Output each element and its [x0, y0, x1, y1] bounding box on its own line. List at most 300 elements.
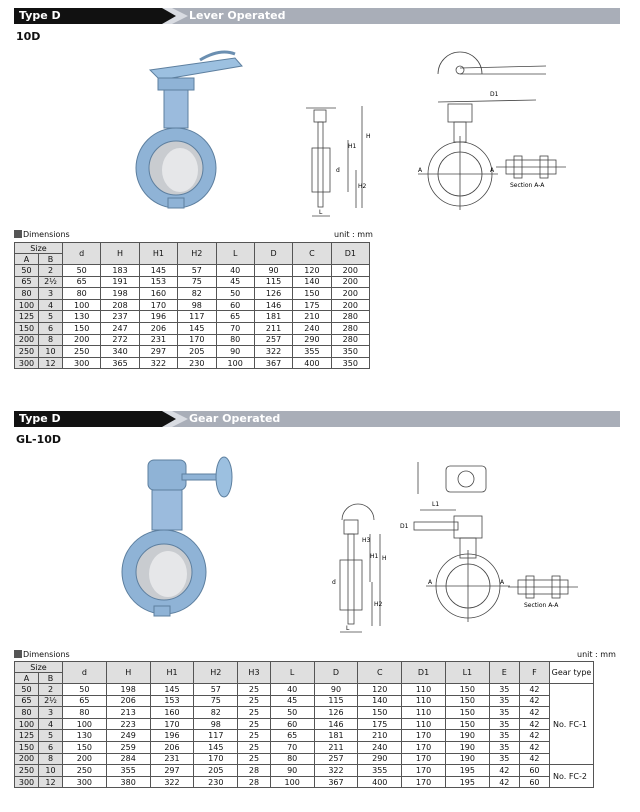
table-cell: 170 [402, 730, 446, 742]
table-cell: 300 [15, 357, 39, 369]
operation-label: Gear Operated [189, 412, 281, 425]
table-cell: 42 [519, 695, 549, 707]
column-header: D [314, 662, 358, 684]
dim-label-d1: D1 [490, 91, 499, 98]
table-cell: 50 [216, 288, 254, 300]
section-caption: Section A-A [510, 182, 545, 189]
table-cell: 196 [150, 730, 194, 742]
table-cell: 150 [15, 741, 39, 753]
table-row [15, 707, 594, 719]
model-name: GL-10D [16, 433, 62, 446]
table-cell: 42 [519, 730, 549, 742]
lever-valve-photo [130, 48, 250, 208]
dim-label-a-right: A [490, 167, 495, 174]
table-cell: 42 [519, 707, 549, 719]
table-cell: 367 [314, 776, 358, 788]
table-cell: 10 [39, 765, 63, 777]
table-cell: 100 [270, 776, 314, 788]
gear-front-drawing [400, 462, 510, 638]
size-header: Size [15, 243, 63, 254]
header-row [15, 243, 370, 254]
table-cell: 230 [178, 357, 216, 369]
table-cell: 35 [489, 730, 519, 742]
dim-label-h2: H2 [358, 183, 367, 190]
column-header: D1 [402, 662, 446, 684]
dim-label-a-right: A [500, 579, 505, 586]
table-cell: 290 [358, 753, 402, 765]
table-cell: 249 [106, 730, 150, 742]
table-cell: 35 [489, 707, 519, 719]
table-cell: 297 [150, 765, 194, 777]
table-cell: 206 [139, 322, 177, 334]
table-cell: 12 [39, 776, 63, 788]
table-cell: 196 [139, 311, 177, 323]
table-cell: 60 [519, 776, 549, 788]
unit-label: unit : mm [577, 650, 616, 659]
table-cell: 98 [194, 718, 238, 730]
table-cell: 195 [445, 765, 489, 777]
table-cell: 300 [63, 776, 107, 788]
table-cell: 355 [293, 346, 331, 358]
table-cell: 35 [489, 741, 519, 753]
table-cell: 257 [254, 334, 292, 346]
table-cell: 210 [358, 730, 402, 742]
table-cell: 181 [314, 730, 358, 742]
table-cell: 198 [106, 684, 150, 696]
table-cell: 200 [331, 288, 369, 300]
table-cell: 80 [216, 334, 254, 346]
table-cell: 195 [445, 776, 489, 788]
table-cell: 80 [15, 707, 39, 719]
table-cell: 12 [39, 357, 63, 369]
table-cell: 60 [519, 765, 549, 777]
dim-label-h: H [366, 133, 371, 140]
table-cell: 190 [445, 730, 489, 742]
table-row [15, 311, 370, 323]
table-cell: 35 [489, 695, 519, 707]
column-header: D1 [331, 243, 369, 265]
table-row [15, 334, 370, 346]
table-cell: 126 [314, 707, 358, 719]
table-cell: 145 [194, 741, 238, 753]
table-cell: 45 [216, 276, 254, 288]
dim-label-l: L [319, 209, 323, 216]
table-cell: 35 [489, 684, 519, 696]
table-row [15, 265, 370, 277]
column-header: H [101, 243, 139, 265]
gear-side-drawing [322, 498, 392, 638]
table-cell: 8 [39, 334, 63, 346]
table-cell: 115 [314, 695, 358, 707]
table-cell: 125 [15, 730, 39, 742]
section-header-gear [14, 411, 620, 427]
table-cell: 42 [519, 718, 549, 730]
table-cell: 153 [139, 276, 177, 288]
table-cell: 40 [270, 684, 314, 696]
table-cell: 322 [254, 346, 292, 358]
table-cell: 367 [254, 357, 292, 369]
table-cell: 223 [106, 718, 150, 730]
table-cell: 2½ [39, 276, 63, 288]
dim-label-d: d [332, 579, 336, 586]
table-cell: 150 [15, 322, 39, 334]
section-header-lever [14, 8, 620, 24]
gear-type-cell: No. FC-2 [550, 765, 594, 788]
table-cell: 65 [270, 730, 314, 742]
table-cell: 90 [314, 684, 358, 696]
table-cell: 65 [216, 311, 254, 323]
table-cell: 100 [15, 718, 39, 730]
table-cell: 65 [63, 276, 101, 288]
table-cell: 110 [402, 695, 446, 707]
table-cell: 120 [293, 265, 331, 277]
table-cell: 250 [63, 346, 101, 358]
table-cell: 70 [270, 741, 314, 753]
table-cell: 57 [178, 265, 216, 277]
dim-label-l1: L1 [432, 501, 440, 508]
table-cell: 110 [402, 718, 446, 730]
table-cell: 205 [194, 765, 238, 777]
table-cell: 355 [358, 765, 402, 777]
table-cell: 250 [15, 346, 39, 358]
table-cell: 160 [139, 288, 177, 300]
table-cell: 150 [445, 718, 489, 730]
square-icon [14, 650, 22, 658]
table-cell: 272 [101, 334, 139, 346]
lever-side-drawing [302, 100, 382, 220]
table-cell: 170 [402, 765, 446, 777]
table-cell: 35 [489, 753, 519, 765]
table-row [15, 346, 370, 358]
table-cell: 65 [15, 695, 39, 707]
table-cell: 280 [331, 311, 369, 323]
table-cell: 110 [402, 684, 446, 696]
table-cell: 117 [194, 730, 238, 742]
table-cell: 230 [194, 776, 238, 788]
table-cell: 145 [139, 265, 177, 277]
column-header: A [15, 254, 39, 265]
table-row [15, 299, 370, 311]
column-header: C [293, 243, 331, 265]
dim-label-a-left: A [428, 579, 433, 586]
table-cell: 213 [106, 707, 150, 719]
table-cell: 35 [489, 718, 519, 730]
table-cell: 150 [63, 741, 107, 753]
arrow-icon [132, 8, 192, 24]
table-cell: 170 [402, 776, 446, 788]
table-row [15, 718, 594, 730]
column-header: H1 [139, 243, 177, 265]
table-cell: 247 [101, 322, 139, 334]
table-cell: 175 [293, 299, 331, 311]
table-cell: 90 [254, 265, 292, 277]
type-label: Type D [14, 411, 134, 427]
operation-label: Lever Operated [189, 9, 286, 22]
table-row [15, 765, 594, 777]
table-cell: 206 [106, 695, 150, 707]
square-icon [14, 230, 22, 238]
table-cell: 355 [106, 765, 150, 777]
table-row [15, 288, 370, 300]
table-cell: 100 [63, 299, 101, 311]
table-cell: 100 [63, 718, 107, 730]
table-cell: 2 [39, 265, 63, 277]
table-cell: 28 [238, 776, 271, 788]
table-cell: 4 [39, 718, 63, 730]
table-cell: 400 [358, 776, 402, 788]
table-cell: 10 [39, 346, 63, 358]
table-cell: 50 [15, 265, 39, 277]
table-cell: 150 [445, 695, 489, 707]
table-cell: 82 [194, 707, 238, 719]
table-cell: 205 [178, 346, 216, 358]
table-cell: 5 [39, 730, 63, 742]
dim-label-l: L [346, 625, 350, 632]
size-header: Size [15, 662, 63, 673]
dim-label-a-left: A [418, 167, 423, 174]
dim-label-h3: H3 [362, 537, 371, 544]
table-cell: 6 [39, 741, 63, 753]
table-cell: 25 [238, 684, 271, 696]
table-cell: 3 [39, 288, 63, 300]
table-cell: 42 [519, 684, 549, 696]
table-cell: 170 [194, 753, 238, 765]
column-header: B [39, 673, 63, 684]
table-cell: 90 [216, 346, 254, 358]
table-cell: 80 [270, 753, 314, 765]
table-cell: 125 [15, 311, 39, 323]
arrow-icon [132, 411, 192, 427]
table-cell: 50 [15, 684, 39, 696]
table-cell: 322 [314, 765, 358, 777]
table-row [15, 695, 594, 707]
table-cell: 80 [63, 288, 101, 300]
table-cell: 200 [331, 276, 369, 288]
table-row [15, 357, 370, 369]
table-cell: 80 [63, 707, 107, 719]
table-cell: 380 [106, 776, 150, 788]
table-cell: 2 [39, 684, 63, 696]
table-cell: 42 [489, 776, 519, 788]
table-cell: 120 [358, 684, 402, 696]
table-cell: 25 [238, 730, 271, 742]
table-cell: 6 [39, 322, 63, 334]
table-cell: 183 [101, 265, 139, 277]
table-cell: 42 [489, 765, 519, 777]
column-header: H3 [238, 662, 271, 684]
table-cell: 322 [139, 357, 177, 369]
table-cell: 300 [15, 776, 39, 788]
table-row [15, 322, 370, 334]
table-cell: 50 [270, 707, 314, 719]
table-cell: 140 [358, 695, 402, 707]
column-header: L [270, 662, 314, 684]
table-cell: 211 [254, 322, 292, 334]
dim-label-h1: H1 [370, 553, 379, 560]
table-cell: 300 [63, 357, 101, 369]
dim-label-d1: D1 [400, 523, 409, 530]
column-header: E [489, 662, 519, 684]
table-cell: 190 [445, 753, 489, 765]
table-cell: 8 [39, 753, 63, 765]
table-cell: 140 [293, 276, 331, 288]
table-cell: 280 [331, 322, 369, 334]
column-header: L1 [445, 662, 489, 684]
table-cell: 170 [402, 753, 446, 765]
table-cell: 25 [238, 718, 271, 730]
table-cell: 4 [39, 299, 63, 311]
table-cell: 365 [101, 357, 139, 369]
table-cell: 25 [238, 707, 271, 719]
table-cell: 45 [270, 695, 314, 707]
table-cell: 350 [331, 346, 369, 358]
dim-label-h2: H2 [374, 601, 383, 608]
table-cell: 28 [238, 765, 271, 777]
type-label: Type D [14, 8, 134, 24]
table-cell: 115 [254, 276, 292, 288]
table-cell: 400 [293, 357, 331, 369]
section-aa-drawing [508, 574, 588, 614]
table-cell: 57 [194, 684, 238, 696]
table-cell: 350 [331, 357, 369, 369]
dim-label-h: H [382, 555, 387, 562]
table-cell: 2½ [39, 695, 63, 707]
column-header: D [254, 243, 292, 265]
table-row [15, 730, 594, 742]
column-header: F [519, 662, 549, 684]
table-cell: 50 [63, 265, 101, 277]
table-cell: 200 [63, 753, 107, 765]
table-cell: 146 [314, 718, 358, 730]
table-cell: 60 [216, 299, 254, 311]
column-header: H1 [150, 662, 194, 684]
table-cell: 160 [150, 707, 194, 719]
table-cell: 175 [358, 718, 402, 730]
table-cell: 50 [63, 684, 107, 696]
table-cell: 170 [150, 718, 194, 730]
dimensions-heading [14, 650, 70, 659]
table-cell: 240 [293, 322, 331, 334]
column-header: B [39, 254, 63, 265]
model-name: 10D [16, 30, 41, 43]
column-header: H [106, 662, 150, 684]
table-cell: 100 [216, 357, 254, 369]
column-header: H2 [194, 662, 238, 684]
table-cell: 240 [358, 741, 402, 753]
dimensions-heading [14, 230, 70, 239]
table-cell: 208 [101, 299, 139, 311]
table-cell: 82 [178, 288, 216, 300]
table-cell: 237 [101, 311, 139, 323]
table-cell: 42 [519, 741, 549, 753]
table-cell: 90 [270, 765, 314, 777]
table-cell: 150 [293, 288, 331, 300]
dim-label-d: d [336, 167, 340, 174]
table-cell: 259 [106, 741, 150, 753]
table-row [15, 741, 594, 753]
table-cell: 25 [238, 741, 271, 753]
table-cell: 181 [254, 311, 292, 323]
table-cell: 191 [101, 276, 139, 288]
table-cell: 170 [139, 299, 177, 311]
table-cell: 65 [63, 695, 107, 707]
gear-valve-photo [112, 452, 242, 622]
table-cell: 231 [150, 753, 194, 765]
table-cell: 3 [39, 707, 63, 719]
table-cell: 150 [445, 684, 489, 696]
table-cell: 25 [238, 695, 271, 707]
table-cell: 145 [150, 684, 194, 696]
table-cell: 153 [150, 695, 194, 707]
table-cell: 170 [402, 741, 446, 753]
column-header: d [63, 243, 101, 265]
table-cell: 150 [358, 707, 402, 719]
gear-type-header: Gear type [550, 662, 594, 684]
table-cell: 100 [15, 299, 39, 311]
dimensions-label: Dimensions [23, 230, 70, 239]
table-cell: 231 [139, 334, 177, 346]
unit-label: unit : mm [334, 230, 373, 239]
table-cell: 200 [331, 299, 369, 311]
table-cell: 25 [238, 753, 271, 765]
table-cell: 250 [15, 765, 39, 777]
table-row [15, 684, 594, 696]
table-cell: 126 [254, 288, 292, 300]
header-row [15, 662, 594, 673]
table-cell: 146 [254, 299, 292, 311]
gear-type-cell: No. FC-1 [550, 684, 594, 765]
table-cell: 170 [178, 334, 216, 346]
column-header: L [216, 243, 254, 265]
table-cell: 200 [15, 753, 39, 765]
table-cell: 42 [519, 753, 549, 765]
table-cell: 75 [194, 695, 238, 707]
table-cell: 80 [15, 288, 39, 300]
table-cell: 130 [63, 311, 101, 323]
table-cell: 200 [331, 265, 369, 277]
table-cell: 210 [293, 311, 331, 323]
table-cell: 200 [15, 334, 39, 346]
dimensions-table-gear [14, 661, 594, 788]
table-cell: 257 [314, 753, 358, 765]
table-cell: 110 [402, 707, 446, 719]
column-header: C [358, 662, 402, 684]
column-header: d [63, 662, 107, 684]
table-cell: 150 [63, 322, 101, 334]
table-row [15, 776, 594, 788]
column-header: H2 [178, 243, 216, 265]
table-cell: 206 [150, 741, 194, 753]
table-cell: 150 [445, 707, 489, 719]
table-cell: 198 [101, 288, 139, 300]
table-row [15, 753, 594, 765]
table-cell: 340 [101, 346, 139, 358]
table-cell: 280 [331, 334, 369, 346]
table-cell: 290 [293, 334, 331, 346]
table-cell: 190 [445, 741, 489, 753]
table-cell: 65 [15, 276, 39, 288]
table-cell: 40 [216, 265, 254, 277]
table-cell: 200 [63, 334, 101, 346]
table-cell: 98 [178, 299, 216, 311]
table-cell: 117 [178, 311, 216, 323]
column-header: A [15, 673, 39, 684]
table-cell: 75 [178, 276, 216, 288]
dim-label-h1: H1 [348, 143, 357, 150]
table-cell: 250 [63, 765, 107, 777]
table-cell: 5 [39, 311, 63, 323]
dimensions-label: Dimensions [23, 650, 70, 659]
